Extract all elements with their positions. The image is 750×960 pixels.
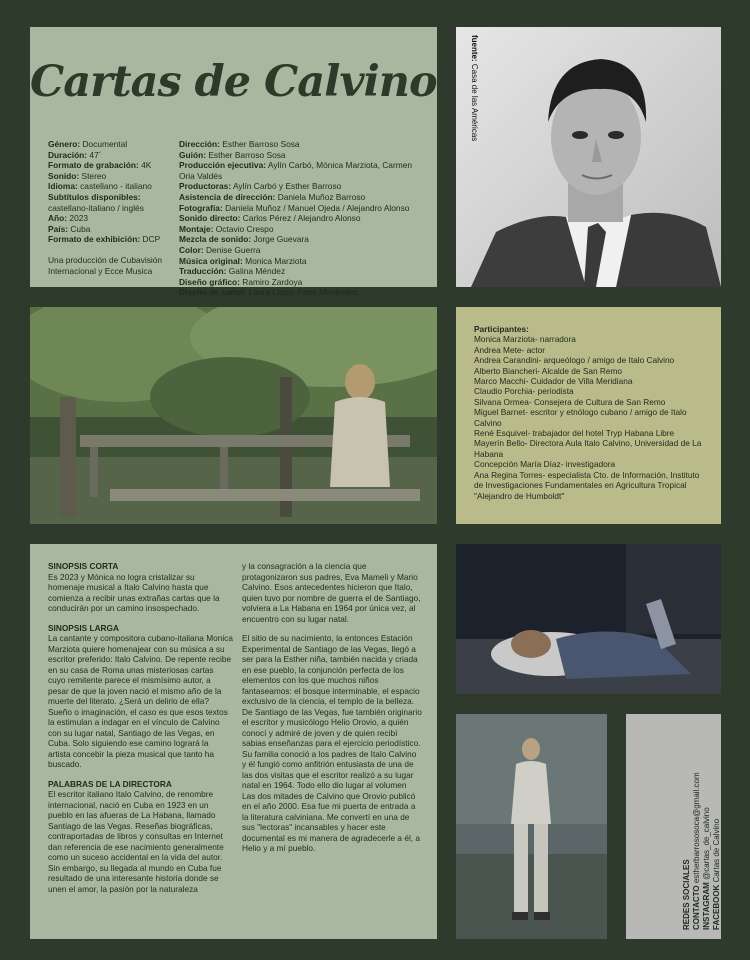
credit-line: Duración: 47´ — [48, 149, 102, 160]
garden-scene-photo — [30, 307, 437, 524]
participant-item: Alberto Biancheri- Alcalde de San Remo — [474, 365, 623, 376]
credit-line: Montaje: Octavio Crespo — [179, 223, 274, 234]
film-title: Cartas de Calvino — [30, 57, 437, 107]
participants-title: Participantes: — [474, 324, 529, 334]
credit-line: País: Cuba — [48, 223, 91, 234]
credit-line: Subtítulos disponibles: castellano-italiano / inglés — [48, 191, 144, 213]
participant-item: Mayerín Bello- Directora Aula Italo Calvino, Universidad de La Habana — [474, 438, 702, 459]
participant-item: Ana Regina Torres- especialista Cto. de Información, Instituto de Investigaciones Fundamentales en Agricultura Tropical "Alejandro de Humboldt" — [474, 469, 700, 501]
credit-line: Diseño de cartel: Laura Llópiz-Pepe Menéndez — [179, 287, 359, 298]
credit-line: Música original: Monica Marziota — [179, 255, 307, 266]
facebook-line: FACEBOOK Cartas de Calvino — [712, 818, 721, 930]
credit-line: Traducción: Galina Méndez — [179, 266, 286, 277]
long-synopsis-title: SINOPSIS LARGA — [48, 622, 119, 633]
participant-item: Miguel Barnet- escritor y etnólogo cubano / amigo de Italo Calvino — [474, 407, 687, 428]
woman-in-field-image — [456, 714, 607, 939]
credit-line: Formato de grabación: 4K — [48, 160, 152, 171]
credit-line: Diseño gráfico: Ramiro Zardoya — [179, 276, 303, 287]
credits-left — [48, 139, 173, 276]
credit-line: Idioma: castellano - italiano — [48, 181, 152, 192]
credit-line: Mezcla de sonido: Jorge Guevara — [179, 234, 309, 245]
participant-item: René Esquivel- trabajador del hotel Tryp Habana Libre — [474, 428, 675, 439]
participant-item: Claudio Porchia- periodista — [474, 386, 574, 397]
sleeping-woman-image — [456, 544, 721, 694]
participant-item: Monica Marziota- narradora — [474, 334, 576, 345]
credit-line: Año: 2023 — [48, 213, 89, 224]
director-words-text: El escritor italiano Italo Calvino, de renombre internacional, nació en Cuba en 1923 en un pueblo en las afueras de La Habana, llamado Santiago de las Vegas. Reseñas biográficas, contraportadas de libros y consultas en Internet dan referencia de ese nacimiento generalmente como un suceso accidental en la vida del autor. Sin embargo, su llegada al mundo en Cuba fue resultado de una interesante historia donde se unen el amor, la pasión por la naturaleza — [48, 789, 224, 894]
participant-item: Andrea Mete- actor — [474, 344, 546, 355]
credit-line: Fotografía: Daniela Muñoz / Manuel Ojeda / Alejandro Alonso — [179, 202, 410, 213]
title-panel — [30, 27, 437, 298]
producer-note: Una producción de Cubavisión Internacional y Ecce Musica — [48, 254, 163, 276]
woman-in-field-photo — [456, 714, 607, 939]
director-words-continued: El sitio de su nacimiento, la entonces Estación Experimental de Santiago de las Vegas, llegó a ser para la Esther niña, también nacida y criada en ese pueblo, la conjunción perfecta de los elementos con los que muchos niños fantaseamos: el bosque interminable, el espacio exclusivo de la ciencia, el templo de la belleza. De Santiago de las Vegas, fue también originario el escritor y musicólogo Helio Orovio, a quién conocí y admiré de joven y de quien recibí sabias enseñanzas para el ejercicio periodístico. Su familia conoció a los padres de Italo Calvino y él fungió como anfitrión entusiasta de una de las dos visitas que el escritor realizó a su lugar natal en 1964. Todo ello dio lugar al volumen Las dos mitades de Calvino que Orovio publicó en el año 2000. Esa fue mi puerta de entrada a la literatura calviniana. Me convertí en una de sus "lectoras" incansables y hacer este documental es mi manera de agradecerle a él, a Helio y a mí pueblo. — [242, 633, 422, 853]
credit-line: Color: Denise Guerra — [179, 244, 261, 255]
participant-item: Andrea Carandini- arqueólogo / amigo de Italo Calvino — [474, 355, 675, 366]
participant-item: Concepción María Díaz- investigadora — [474, 459, 616, 470]
director-words-title: PALABRAS DE LA DIRECTORA — [48, 778, 172, 789]
synopsis-column-1 — [48, 561, 233, 903]
credit-line: Producción ejecutiva: Aylín Carbó, Mónica Marziota, Carmen Oria Valdés — [179, 160, 413, 181]
short-synopsis-title: SINOPSIS CORTA — [48, 561, 119, 571]
director-words-continued: y la consagración a la ciencia que protagonizaron sus padres, Eva Mameli y Mario Calvino. Esos antecedentes hicieron que Italo, quien tuvo por nombre de guerra el de Santiago, volviera a La Habana en 1964 por única vez, al encuentro con su lugar natal. — [242, 561, 421, 624]
credit-line: Género: Documental — [48, 139, 128, 149]
credits-right — [179, 139, 429, 298]
social-text — [682, 772, 722, 930]
social-title: REDES SOCIALES — [682, 859, 691, 930]
credit-line: Dirección: Esther Barroso Sosa — [179, 139, 300, 149]
synopsis-panel — [30, 544, 437, 939]
instagram-line: INSTAGRAM @cartas_de_calvino — [702, 807, 711, 930]
credit-line: Productoras: Aylín Carbó y Esther Barroso — [179, 181, 342, 192]
participant-item: Silvana Ormea- Consejera de Cultura de San Remo — [474, 396, 666, 407]
social-panel — [626, 714, 721, 939]
long-synopsis-text: La cantante y compositora cubano-italiana Monica Marziota quiere homenajear con su música a su escritor preferido: Italo Calvino. De repente recibe en su casa de Roma unas misteriosas cartas cuyo remitente parece el mismísimo autor, a pesar de que la joven nació el mismo año de la muerte del literato. ¿Será un delirio de ella? Sueño o imaginación, el caso es que esos textos la estimulan a indagar en el vínculo de Calvino con su lugar natal, Santiago de las Vegas, en Cuba. Solo siguiendo ese camino logrará la artista concebir la pieza musical que tanto ha buscado. — [48, 633, 233, 769]
short-synopsis-text: Es 2023 y Mónica no logra cristalizar su homenaje musical a Italo Calvino hasta que comienza a recibir unas extrañas cartas que la conducirán por un camino insospechado. — [48, 571, 220, 613]
credit-line: Asistencia de dirección: Daniela Muñoz Barroso — [179, 191, 366, 202]
credit-line: Sonido: Stereo — [48, 170, 107, 181]
credit-line: Guión: Esther Barroso Sosa — [179, 149, 286, 160]
credit-line: Sonido directo: Carlos Pérez / Alejandro Alonso — [179, 213, 361, 224]
garden-scene-image — [30, 307, 437, 524]
participant-item: Marco Macchi- Cuidador de Villa Meridiana — [474, 376, 633, 387]
credit-line: Formato de exhibición: DCP — [48, 234, 161, 245]
contact-line: CONTACTO estherbarrososoca@gmail.com — [692, 772, 701, 930]
participants-panel — [456, 307, 721, 524]
portrait-photo — [456, 27, 721, 287]
portrait-image — [456, 27, 721, 287]
sleeping-woman-photo — [456, 544, 721, 694]
synopsis-column-2 — [242, 561, 422, 863]
photo-source-caption: fuente: Casa de las Américas — [470, 35, 479, 142]
